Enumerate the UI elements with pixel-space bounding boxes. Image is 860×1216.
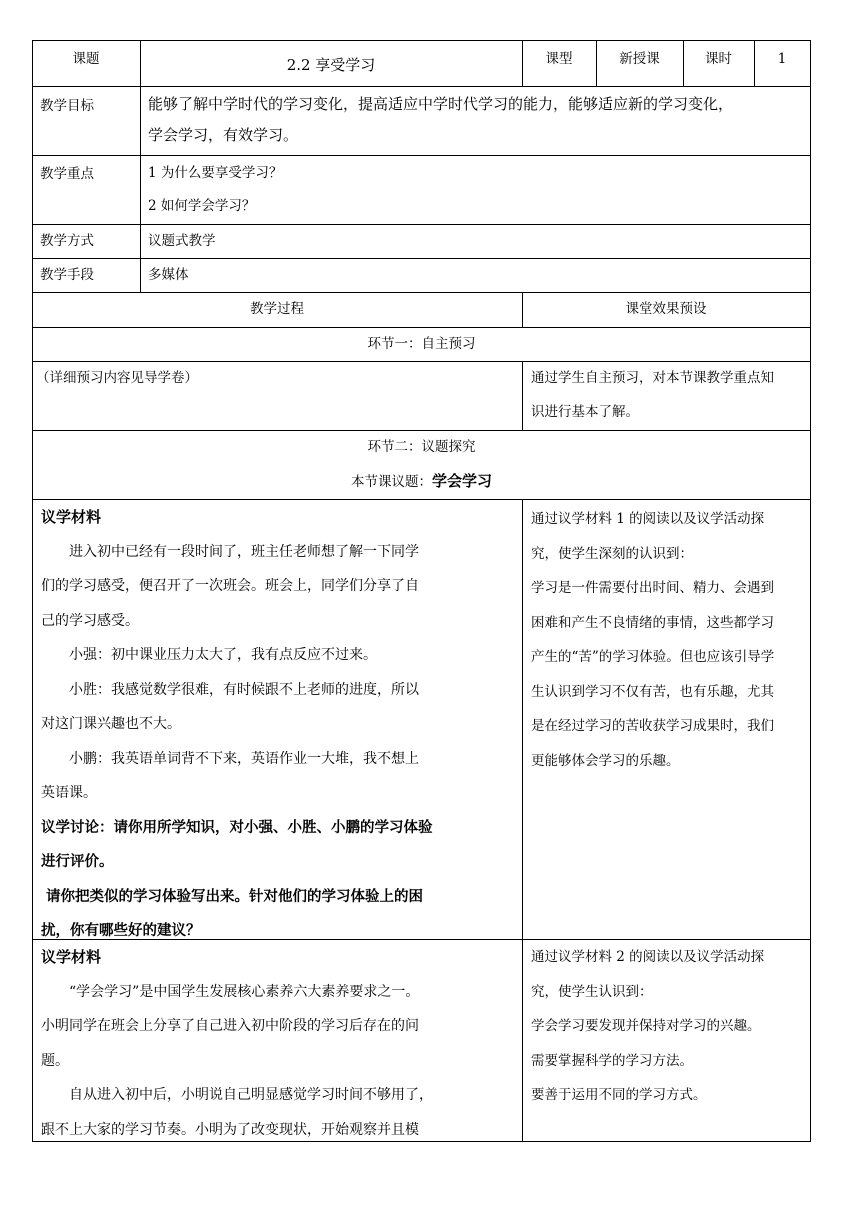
material1-discussion: 请你把类似的学习体验写出来。针对他们的学习体验上的困 bbox=[41, 888, 424, 905]
material1-discussion: 进行评价。 bbox=[41, 854, 114, 870]
material2-right-line: 通过议学材料 2 的阅读以及议学活动探 bbox=[531, 949, 765, 965]
stage1-right-line1: 通过学生自主预习，对本节课教学重点知 bbox=[531, 370, 774, 386]
table-border-left bbox=[32, 40, 33, 1142]
stage2-topic-prefix: 本节课议题： bbox=[350, 474, 432, 490]
material1-block bbox=[41, 500, 519, 949]
material1-line: 己的学习感受。 bbox=[41, 612, 139, 629]
material1-line: 小强：初中课业压力太大了，我有点反应不过来。 bbox=[69, 647, 377, 663]
material1-line: 们的学习感受，便召开了一次班会。班会上，同学们分享了自 bbox=[41, 578, 419, 594]
stage1-right-line2: 识进行基本了解。 bbox=[531, 404, 639, 420]
material2-line: 自从进入初中后，小明说自己明显感觉学习时间不够用了， bbox=[69, 1087, 433, 1103]
material1-heading: 议学材料 bbox=[41, 508, 102, 526]
row-divider bbox=[32, 224, 811, 225]
stage2-topic bbox=[32, 471, 811, 492]
material1-right-line: 是在经过学习的苦收获学习成果时，我们 bbox=[531, 718, 774, 734]
row-divider bbox=[32, 327, 811, 328]
material1-discussion: 议学讨论：请你用所学知识，对小强、小胜、小鹏的学习体验 bbox=[41, 819, 433, 836]
material1-discussion: 扰，你有哪些好的建议？ bbox=[41, 923, 201, 939]
goal-text-line2: 学会学习，有效学习。 bbox=[148, 126, 299, 144]
stage2-topic-value: 学会学习 bbox=[431, 472, 492, 490]
row-divider bbox=[32, 361, 811, 362]
method-label: 教学方式 bbox=[40, 233, 94, 249]
focus-label: 教学重点 bbox=[40, 166, 94, 182]
col-divider bbox=[522, 499, 523, 1142]
goal-text-line1: 能够了解中学时代的学习变化，提高适应中学时代学习的能力，能够适应新的学习变化， bbox=[148, 95, 734, 113]
material1-right-line: 学习是一件需要付出时间、精力、会遇到 bbox=[531, 580, 774, 596]
row-divider bbox=[32, 292, 811, 293]
material2-line: 题。 bbox=[41, 1052, 69, 1069]
topic-label: 课题 bbox=[72, 51, 100, 67]
material1-line: 小鹏：我英语单词背不下来，英语作业一大堆，我不想上 bbox=[69, 750, 419, 767]
lesson-title: 2.2 享受学习 bbox=[286, 56, 376, 74]
material2-right bbox=[531, 940, 807, 1113]
period-value: 1 bbox=[777, 51, 787, 67]
material2-heading: 议学材料 bbox=[41, 948, 102, 966]
row-divider bbox=[32, 258, 811, 259]
material2-right-line: 需要掌握科学的学习方法。 bbox=[531, 1052, 693, 1069]
type-value: 新授课 bbox=[619, 51, 660, 67]
period-label: 课时 bbox=[705, 51, 732, 67]
stage1-title: 环节一：自主预习 bbox=[367, 336, 476, 352]
process-col-left: 教学过程 bbox=[250, 301, 304, 317]
method-value: 议题式教学 bbox=[148, 233, 216, 249]
stage1-left: （详细预习内容见导学卷） bbox=[36, 370, 198, 386]
focus-item-1: 1 为什么要享受学习？ bbox=[148, 165, 283, 181]
material1-line: 进入初中已经有一段时间了，班主任老师想了解一下同学 bbox=[69, 543, 419, 560]
material2-right-line: 究，使学生认识到： bbox=[531, 983, 653, 1000]
material1-line: 英语课。 bbox=[41, 785, 97, 801]
row-divider bbox=[32, 430, 811, 431]
material2-line: 跟不上大家的学习节奏。小明为了改变现状，开始观察并且模 bbox=[41, 1121, 419, 1138]
material1-right-line: 产生的“苦”的学习体验。但也应该引导学 bbox=[531, 649, 775, 665]
material2-block bbox=[41, 940, 519, 1147]
goal-label: 教学目标 bbox=[40, 98, 94, 114]
table-border-right bbox=[810, 40, 811, 1142]
material1-right-line: 生认识到学习不仅有苦，也有乐趣，尤其 bbox=[531, 683, 774, 700]
material2-right-line: 学会学习要发现并保持对学习的兴趣。 bbox=[531, 1018, 761, 1034]
material1-right-line: 通过议学材料 1 的阅读以及议学活动探 bbox=[531, 511, 765, 527]
material2-line: “学会学习”是中国学生发展核心素养六大素养要求之一。 bbox=[69, 983, 420, 1000]
material2-right-line: 要善于运用不同的学习方式。 bbox=[531, 1087, 707, 1103]
material1-line: 对这门课兴趣也不大。 bbox=[41, 716, 181, 732]
material2-line: 小明同学在班会上分享了自己进入初中阶段的学习后存在的问 bbox=[41, 1018, 419, 1034]
material1-right-line: 究，使学生深刻的认识到： bbox=[531, 545, 693, 562]
stage2-title: 环节二：议题探究 bbox=[367, 439, 476, 455]
material1-right bbox=[531, 502, 807, 778]
row-divider bbox=[32, 86, 811, 87]
table-border-top bbox=[32, 40, 811, 41]
focus-item-2: 2 如何学会学习？ bbox=[148, 198, 256, 214]
means-label: 教学手段 bbox=[40, 267, 94, 283]
type-label: 课型 bbox=[545, 51, 573, 67]
material1-line: 小胜：我感觉数学很难，有时候跟不上老师的进度，所以 bbox=[69, 681, 419, 698]
material1-right-line: 更能够体会学习的乐趣。 bbox=[531, 752, 680, 769]
row-divider bbox=[32, 155, 811, 156]
col-divider bbox=[522, 361, 523, 431]
process-col-right: 课堂效果预设 bbox=[625, 301, 707, 317]
means-value: 多媒体 bbox=[148, 267, 189, 283]
col-divider bbox=[140, 40, 141, 293]
material1-right-line: 困难和产生不良情绪的事情，这些都学习 bbox=[531, 614, 774, 631]
